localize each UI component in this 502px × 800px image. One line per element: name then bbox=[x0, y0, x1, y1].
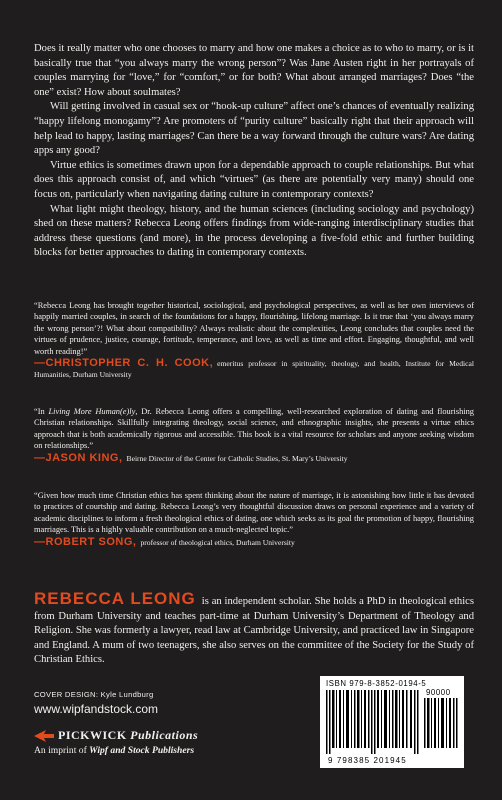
ean-barcode-icon bbox=[326, 690, 420, 754]
addon-barcode-icon bbox=[424, 698, 458, 748]
pickwick-arrow-icon bbox=[34, 730, 54, 742]
description-paragraph-2: Will getting involved in casual sex or “hook-up culture” affect one’s chances of eventually realizing “happy lifelong monogamy”? Are promoters of “purity culture” basically right that their approach will help lead to happy, lasting marriages? Can there be a way forward through the culture wars? Are dating apps any good? bbox=[34, 101, 474, 157]
endorsement-credit bbox=[34, 537, 474, 548]
description bbox=[34, 42, 474, 261]
description-paragraph-1: Does it really matter who one chooses to marry and how one makes a choice as to who to marry, or is it basically true that “you always marry the wrong person”? Was Jane Austen right in her portrayals of couples marrying for “love,” for “comfort,” or for both? What about arranged marriages? Does “the one” exist? How about soulmates? bbox=[34, 43, 474, 98]
endorser-affiliation: Beirne Director of the Center for Catholic Studies, St. Mary’s University bbox=[126, 453, 348, 463]
endorsement-king bbox=[34, 406, 474, 464]
publisher-name: PICKWICK Publications bbox=[58, 728, 199, 742]
cover-design-credit: COVER DESIGN: Kyle Lundburg bbox=[34, 690, 154, 699]
endorsement-cook bbox=[34, 300, 474, 380]
endorsement-quote: “Given how much time Christian ethics has spent thinking about the nature of marriage, it is astonishing how little it has devoted to practices of courtship and dating. Rebecca Leong’s very thoughtful discussion draws on personal experience and a variety of academic disciplines to inform a fresh theological ethics of dating, one which seeks as its goal the promotion of happy, flourishing marriages. This is a highly valuable contribution on a much-neglected topic.” bbox=[34, 491, 474, 535]
description-paragraph-3: Virtue ethics is sometimes drawn upon for a dependable approach to couple relationships. But what does this approach consist of, and which “virtues” (as there are potentially very many) should one focus on, particularly when navigating dating culture in contemporary contexts? bbox=[34, 159, 474, 200]
publisher-logo bbox=[34, 728, 294, 743]
endorser-affiliation: emeritus professor in spirituality, theology, and health, Institute for Medical Humanities, Durham University bbox=[34, 359, 474, 380]
endorsement-quote: “Rebecca Leong has brought together historical, sociological, and psychological perspectives, as well as her own interviews of happily married couples, in search of the foundations for a happy, flourishing, lifelong marriage. Is it true that ‘you always marry the wrong person’?! What about compatibility? Always realistic about the complexities, Leong concludes that couples need the virtues of prudence, justice, courage, fortitude, temperance, and love, as well as time and effort. Engaging, thoughtful, and well worth reading!” bbox=[34, 301, 474, 356]
endorser-name: —ROBERT SONG, bbox=[34, 535, 137, 548]
author-bio bbox=[34, 589, 474, 668]
isbn-barcode bbox=[320, 676, 464, 768]
price-code: 90000 bbox=[426, 688, 451, 697]
ean-number: 9 798385 201945 bbox=[328, 756, 407, 765]
endorser-name: —CHRISTOPHER C. H. COOK, bbox=[34, 357, 214, 370]
author-name: REBECCA LEONG bbox=[34, 589, 196, 608]
publisher-website: www.wipfandstock.com bbox=[34, 702, 159, 716]
imprint-line: An imprint of Wipf and Stock Publishers bbox=[34, 745, 195, 756]
description-paragraph-4: What light might theology, history, and the human sciences (including sociology and psychology) shed on these matters? Rebecca Leong offers findings from wide-ranging interdisciplinary studies that address these questions (and more), in the process developing a five-fold ethic and further building blocks for better approaches to dating in contemporary contexts. bbox=[34, 203, 474, 259]
author-bio-text: is an independent scholar. She holds a PhD in theological ethics from Durham University and teaches part-time at Durham University’s Department of Theology and Religion. She was formerly a lawyer, read law at Cambridge University, and practiced law in Singapore and England. A mum of two teenagers, she also serves on the committee of the Society for the Study of Christian Ethics. bbox=[34, 596, 474, 666]
endorser-name: —JASON KING, bbox=[34, 451, 123, 464]
isbn-text: ISBN 979-8-3852-0194-5 bbox=[326, 679, 427, 688]
book-title: Living More Human(e)ly bbox=[48, 407, 136, 416]
endorser-affiliation: professor of theological ethics, Durham University bbox=[140, 537, 295, 547]
endorsement-credit bbox=[34, 453, 474, 464]
publisher-info bbox=[34, 690, 294, 756]
endorsement-quote: “In Living More Human(e)ly, Dr. Rebecca Leong offers a compelling, well-researched exploration of dating and flourishing Christian relationships. Skillfully integrating theology, social science, and ethnographic insights, she presents a virtue ethics approach that is both academically rigorous and accessible. This book is a vital resource for scholars and anyone seeking wisdom on relationships.” bbox=[34, 407, 474, 451]
endorsement-credit bbox=[34, 358, 474, 380]
endorsement-song bbox=[34, 490, 474, 548]
